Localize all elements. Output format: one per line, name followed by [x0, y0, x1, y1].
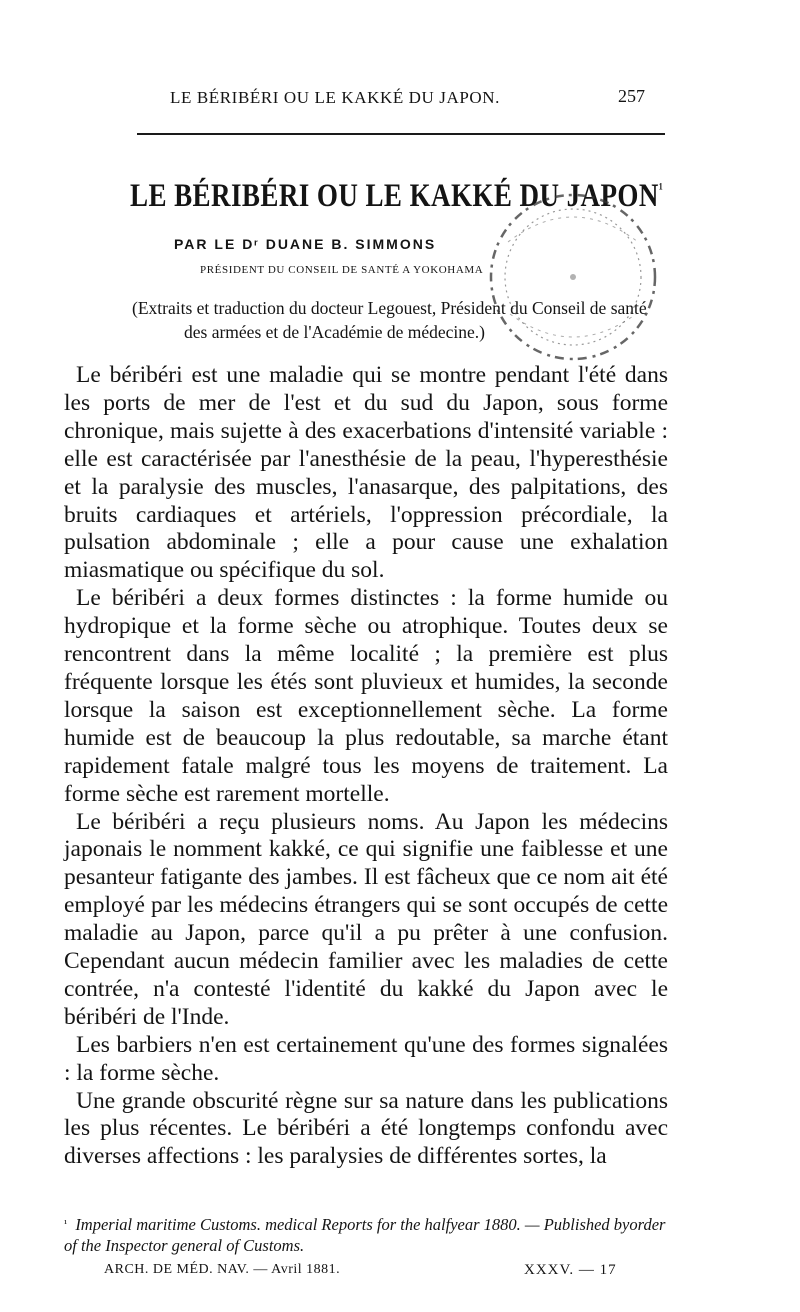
- article-author: PAR LE Dʳ DUANE B. SIMMONS: [174, 236, 437, 252]
- translation-note-line-2: des armées et de l'Académie de médecine.): [184, 322, 485, 342]
- author-affiliation: PRÉSIDENT DU CONSEIL DE SANTÉ A YOKOHAMA: [200, 264, 484, 276]
- title-footnote-marker: ¹: [658, 181, 664, 198]
- footnote-text: Imperial maritime Customs. medical Reports for the halfyear 1880. — Published byorder of the Inspector general of Customs.: [64, 1215, 666, 1255]
- paragraph: Une grande obscurité règne sur sa nature dans les publications les plus récentes. Le béribéri a été longtemps confondu avec diverses affections : les paralysies de différentes sortes, la: [64, 1087, 668, 1170]
- article-body: [64, 362, 668, 1171]
- paragraph: Le béribéri a deux formes distinctes : la forme humide ou hydropique et la forme sèche ou atrophique. Toutes deux se rencontrent dans la même localité ; la première est plus fréquente lorsque les étés sont pluvieux et humides, la seconde lorsque la saison est exceptionnellement sèche. La forme humide est de beaucoup la plus redoutable, sa marche étant rapidement fatale malgré tous les moyens de traitement. La forme sèche est rarement mortelle.: [64, 585, 668, 807]
- translation-note-line-1: (Extraits et traduction du docteur Legouest, Président du Conseil de santé: [132, 298, 647, 318]
- page-number: 257: [618, 86, 645, 106]
- library-stamp-icon: [478, 182, 668, 372]
- paragraph: Le béribéri est une maladie qui se montre pendant l'été dans les ports de mer de l'est et du sud du Japon, sous forme chronique, mais sujette à des exacerbations d'intensité variable : elle est caractérisée par l'anesthésie de la peau, l'hyperesthésie et la paralysie des muscles, l'anasarque, des palpitations, des bruits cardiaques et artériels, l'oppression précordiale, la pulsation abdominale ; elle a pour cause une exhalation miasmatique ou spécifique du sol.: [64, 362, 668, 584]
- header-rule: [137, 133, 665, 135]
- running-head: LE BÉRIBÉRI OU LE KAKKÉ DU JAPON.: [170, 88, 501, 107]
- footnote: [64, 1214, 676, 1256]
- paragraph: Les barbiers n'en est certainement qu'une des formes signalées : la forme sèche.: [64, 1031, 668, 1086]
- footnote-marker: ¹: [64, 1218, 68, 1230]
- journal-reference: ARCH. DE MÉD. NAV. — Avril 1881.: [104, 1262, 341, 1277]
- article-title-text: LE BÉRIBÉRI OU LE KAKKÉ DU JAPON: [130, 178, 659, 214]
- paragraph: Le béribéri a reçu plusieurs noms. Au Japon les médecins japonais le nomment kakké, ce qui signifie une faiblesse et une pesanteur fatigante des jambes. Il est fâcheux que ce nom ait été employé par les médecins étrangers qui se sont occupés de cette maladie au Japon, parce qu'il a pu prêter à une confusion. Cependant aucun médecin familier avec les maladies de cette contrée, n'a contesté l'identité du kakké du Japon avec le béribéri de l'Inde.: [64, 808, 668, 1030]
- signature-mark: XXXV. — 17: [524, 1262, 617, 1278]
